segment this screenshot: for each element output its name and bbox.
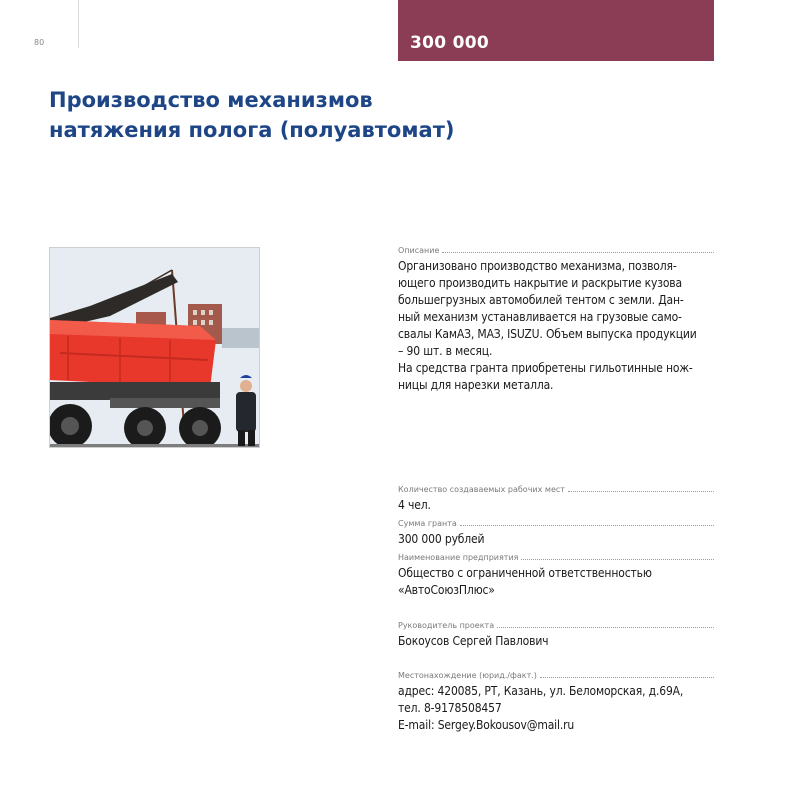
- jobs-label: [398, 484, 714, 494]
- company-value: Общество с ограниченной ответственностью «АвтоСоюзПлюс»: [398, 566, 652, 597]
- truck-photo-icon: [50, 248, 260, 448]
- dotted-leader: [521, 559, 714, 560]
- dotted-leader: [540, 677, 714, 678]
- truck-photo: [49, 247, 260, 448]
- grant-banner: [398, 0, 714, 61]
- project-head-section: [398, 620, 714, 650]
- description-section: [398, 245, 714, 394]
- dotted-leader: [497, 627, 714, 628]
- page-number: 80: [34, 38, 45, 47]
- company-label-text: Наименование предприятия: [398, 553, 519, 562]
- description-label-text: Описание: [398, 246, 440, 255]
- jobs-section: [398, 484, 714, 514]
- project-head-value: Бокоусов Сергей Павлович: [398, 634, 549, 648]
- dotted-leader: [460, 525, 714, 526]
- dotted-leader: [568, 491, 714, 492]
- description-text: Организовано производство механизма, позволя- ющего производить накрытие и раскрытие кузова большегрузных автомобилей тентом с земли. Дан- ный механизм устанавливается на грузовые само- свалы КамАЗ, МАЗ, ISUZU. Объем выпуска продукции – 90 шт. в месяц. На средства гранта приобретены гильотинные нож- ницы для нарезки металла.: [398, 259, 697, 392]
- company-label: [398, 552, 714, 562]
- location-section: [398, 670, 714, 734]
- location-label-text: Местонахождение (юрид./факт.): [398, 671, 537, 680]
- project-head-label-text: Руководитель проекта: [398, 621, 495, 630]
- location-label: [398, 670, 714, 680]
- jobs-label-text: Количество создаваемых рабочих мест: [398, 485, 565, 494]
- grant-sum-label-text: Сумма гранта: [398, 519, 457, 528]
- dotted-leader: [442, 252, 714, 253]
- grant-sum-label: [398, 518, 714, 528]
- side-rule: [78, 0, 79, 48]
- page-title: Производство механизмов натяжения полога (полуавтомат): [49, 88, 455, 142]
- jobs-value: 4 чел.: [398, 498, 431, 512]
- grant-sum-section: [398, 518, 714, 548]
- location-value: адрес: 420085, РТ, Казань, ул. Беломорская, д.69А, тел. 8-9178508457 E-mail: Sergey.Bokousov@mail.ru: [398, 684, 684, 732]
- grant-banner-text: 300 000: [410, 33, 489, 53]
- project-head-label: [398, 620, 714, 630]
- description-label: [398, 245, 714, 255]
- company-section: [398, 552, 714, 599]
- grant-sum-value: 300 000 рублей: [398, 532, 485, 546]
